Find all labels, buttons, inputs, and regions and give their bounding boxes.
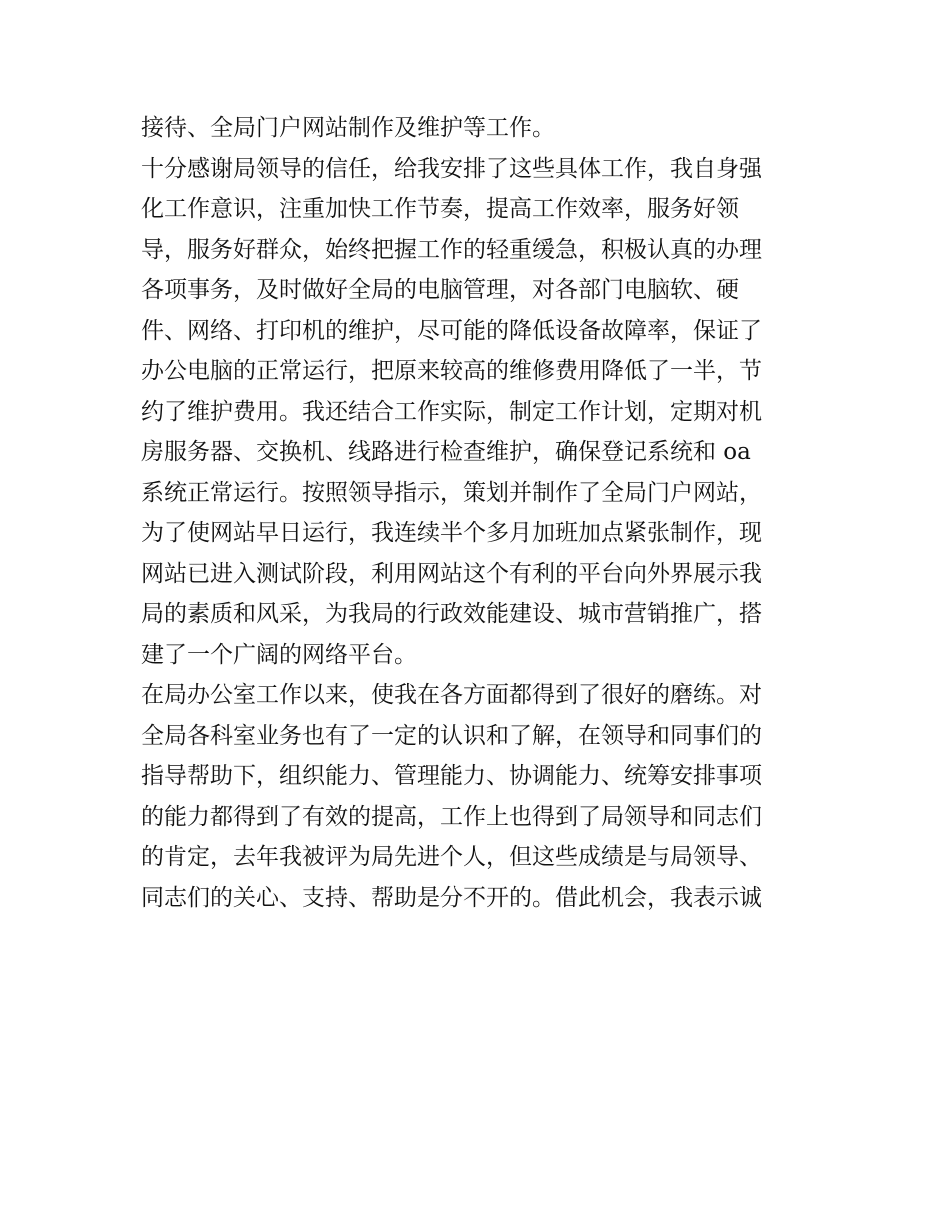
text-line: 为了使网站早日运行，我连续半个多月加班加点紧张制作，现 [141, 520, 762, 546]
text-line: 的能力都得到了有效的提高，工作上也得到了局领导和同志们 [141, 803, 762, 830]
body-text [141, 108, 821, 918]
text-line: 的肯定，去年我被评为局先进个人，但这些成绩是与局领导、 [141, 844, 762, 870]
text-line: 指导帮助下，组织能力、管理能力、协调能力、统筹安排事项 [141, 763, 762, 789]
text-line: 建了一个广阔的网络平台。 [141, 641, 417, 668]
text-line: 各项事务，及时做好全局的电脑管理，对各部门电脑软、硬 [141, 277, 739, 303]
text-line: 十分感谢局领导的信任，给我安排了这些具体工作，我自身强 [141, 155, 762, 182]
text-line: 网站已进入测试阶段，利用网站这个有利的平台向外界展示我 [141, 560, 762, 587]
text-line: 接待、全局门户网站制作及维护等工作。 [141, 115, 555, 141]
text-line: 系统正常运行。按照领导指示，策划并制作了全局门户网站， [141, 479, 762, 506]
text-line: 化工作意识，注重加快工作节奏，提高工作效率，服务好领 [141, 196, 739, 222]
text-line: 在局办公室工作以来，使我在各方面都得到了很好的磨练。对 [141, 682, 762, 708]
text-line: 办公电脑的正常运行，把原来较高的维修费用降低了一半，节 [141, 358, 762, 384]
text-line: 局的素质和风采，为我局的行政效能建设、城市营销推广，搭 [141, 601, 762, 627]
text-line: 全局各科室业务也有了一定的认识和了解，在领导和同事们的 [141, 722, 762, 749]
text-line: 同志们的关心、支持、帮助是分不开的。借此机会，我表示诚 [141, 884, 762, 911]
text-line: 件、网络、打印机的维护，尽可能的降低设备故障率，保证了 [141, 317, 762, 344]
text-line: 房服务器、交换机、线路进行检查维护，确保登记系统和 oa [141, 439, 751, 465]
text-line: 导，服务好群众，始终把握工作的轻重缓急，积极认真的办理 [141, 236, 762, 263]
text-line: 约了维护费用。我还结合工作实际，制定工作计划，定期对机 [141, 398, 762, 425]
